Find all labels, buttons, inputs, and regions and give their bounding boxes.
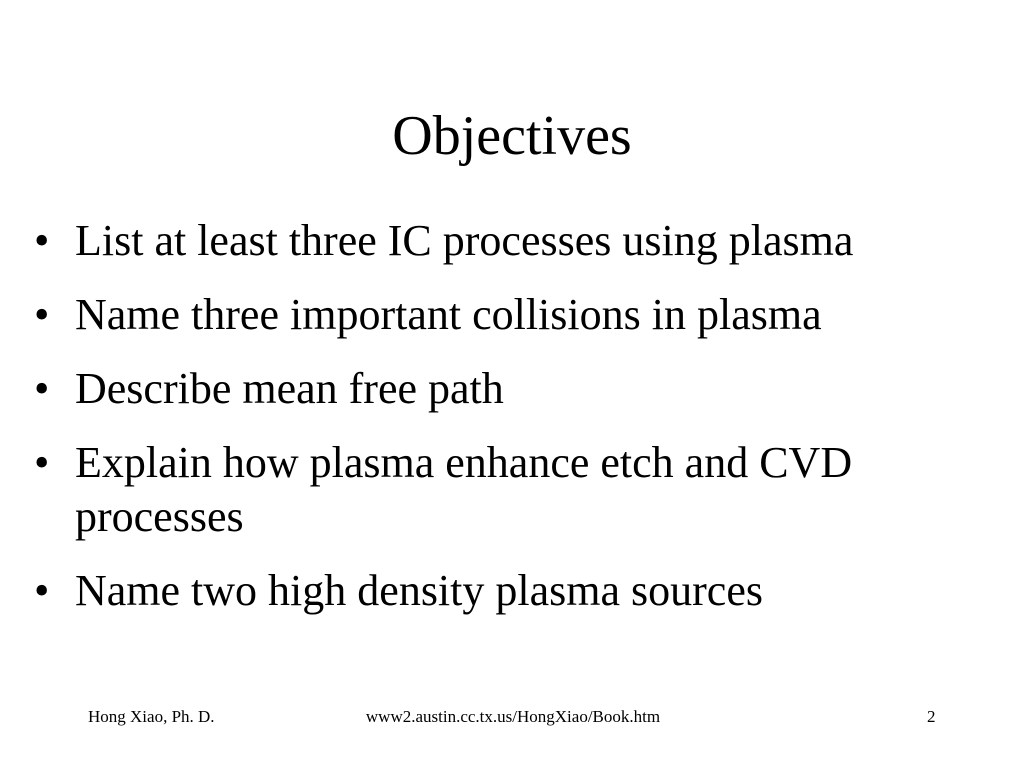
bullet-icon: •: [34, 364, 50, 413]
bullet-icon: •: [34, 216, 50, 265]
footer-url: www2.austin.cc.tx.us/HongXiao/Book.htm: [365, 707, 661, 726]
list-item: [34, 436, 1004, 544]
bullet-text: List at least three IC processes using plasma: [75, 216, 854, 265]
list-item: [34, 362, 1004, 416]
bullet-text: Explain how plasma enhance etch and CVD processes: [75, 438, 853, 541]
bullet-icon: •: [34, 438, 50, 487]
bullet-icon: •: [34, 566, 50, 615]
bullet-text: Name three important collisions in plasma: [75, 290, 822, 339]
slide-title: Objectives: [392, 105, 632, 167]
bullet-text: Describe mean free path: [75, 364, 504, 413]
objectives-list: [34, 214, 1004, 638]
page-number: 2: [927, 707, 936, 726]
footer-author: Hong Xiao, Ph. D.: [88, 707, 215, 726]
list-item: [34, 564, 1004, 618]
bullet-text: Name two high density plasma sources: [75, 566, 763, 615]
bullet-icon: •: [34, 290, 50, 339]
list-item: [34, 214, 1004, 268]
list-item: [34, 288, 1004, 342]
